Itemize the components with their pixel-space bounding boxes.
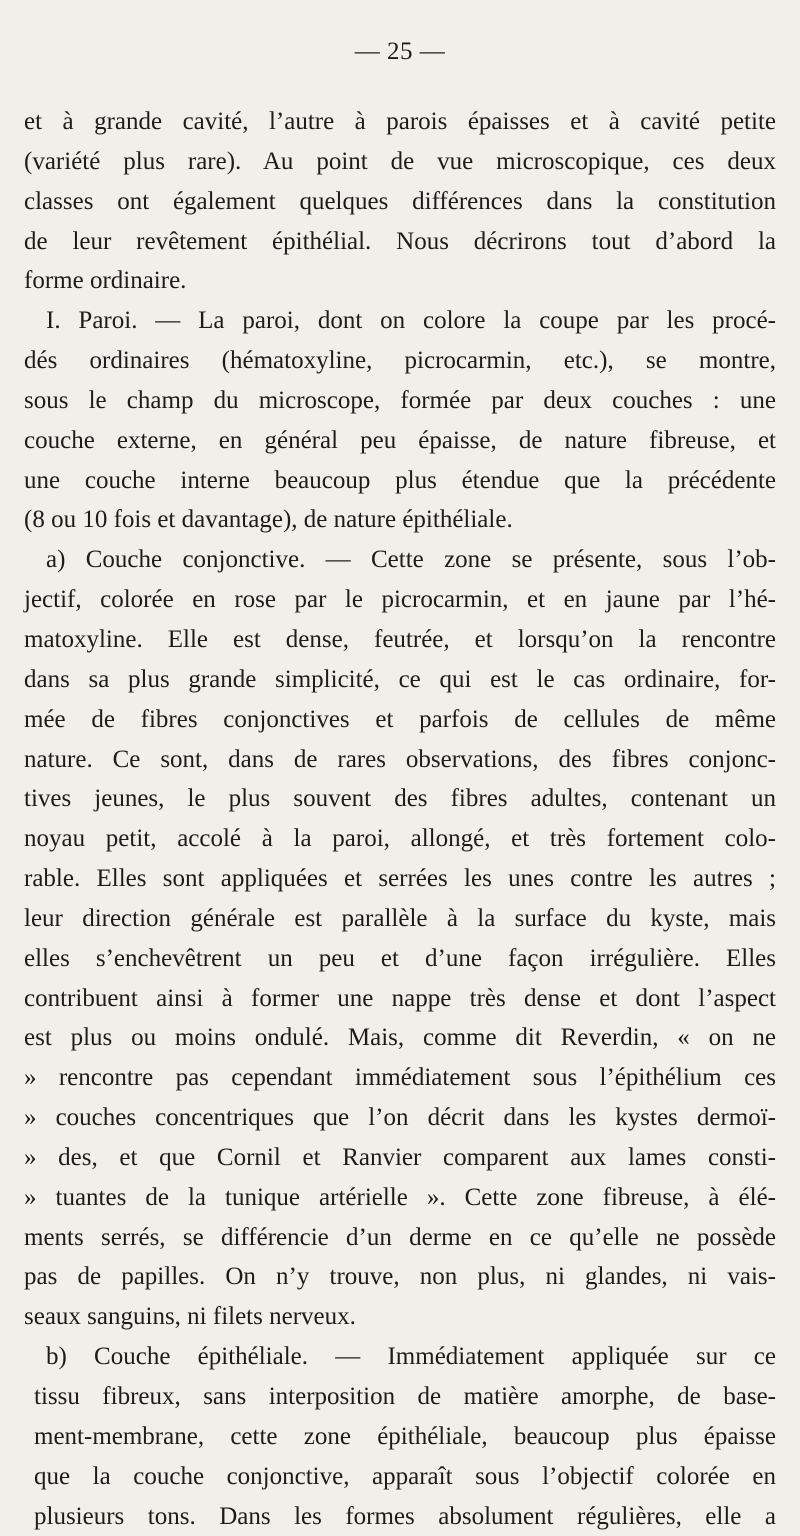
text-line: que la couche conjonctive, apparaît sous l’objectif colorée en [34, 1462, 776, 1490]
text-line: seaux sanguins, ni filets nerveux. [24, 1303, 356, 1331]
text-line: matoxyline. Elle est dense, feutrée, et lorsqu’on la rencontre [24, 625, 776, 653]
text-line: ment-membrane, cette zone épithéliale, beaucoup plus épaisse [34, 1422, 776, 1450]
text-line: couche externe, en général peu épaisse, de nature fibreuse, et [24, 426, 776, 454]
text-line: b) Couche épithéliale. — Immédiatement appliquée sur ce [46, 1343, 776, 1371]
text-line: une couche interne beaucoup plus étendue que la précédente [24, 466, 776, 494]
text-line: dés ordinaires (hématoxyline, picrocarmin, etc.), se montre, [24, 347, 776, 375]
text-line: (variété plus rare). Au point de vue microscopique, ces deux [24, 147, 776, 175]
text-line: mée de fibres conjonctives et parfois de cellules de même [24, 705, 776, 733]
text-line: tives jeunes, le plus souvent des fibres adultes, contenant un [24, 785, 776, 813]
text-line: tissu fibreux, sans interposition de matière amorphe, de base- [34, 1383, 776, 1410]
text-line: nature. Ce sont, dans de rares observations, des fibres conjonc- [24, 745, 776, 773]
text-line: plusieurs tons. Dans les formes absolument régulières, elle a [34, 1502, 776, 1530]
text-line: » couches concentriques que l’on décrit dans les kystes dermoï- [24, 1104, 776, 1132]
text-line: forme ordinaire. [24, 267, 187, 295]
text-line: rable. Elles sont appliquées et serrées les unes contre les autres ; [24, 865, 776, 893]
text-line: leur direction générale est parallèle à la surface du kyste, mais [24, 904, 776, 932]
text-line: » tuantes de la tunique artérielle ». Cette zone fibreuse, à élé- [24, 1183, 776, 1211]
text-line: » rencontre pas cependant immédiatement sous l’épithélium ces [24, 1064, 776, 1092]
text-line: ments serrés, se différencie d’un derme en ce qu’elle ne possède [24, 1223, 776, 1251]
text-line: jectif, colorée en rose par le picrocarmin, et en jaune par l’hé- [24, 586, 776, 614]
text-line: (8 ou 10 fois et davantage), de nature épithéliale. [24, 506, 513, 534]
text-line: dans sa plus grande simplicité, ce qui est le cas ordinaire, for- [24, 665, 776, 693]
page-number: — 25 — [354, 38, 446, 65]
text-line: sous le champ du microscope, formée par deux couches : une [24, 386, 776, 414]
body-text [24, 102, 776, 1536]
text-line: et à grande cavité, l’autre à parois épaisses et à cavité petite [24, 108, 776, 135]
text-line: classes ont également quelques différences dans la constitution [24, 187, 776, 215]
text-line: est plus ou moins ondulé. Mais, comme dit Reverdin, « on ne [24, 1024, 776, 1052]
text-line: a) Couche conjonctive. — Cette zone se présente, sous l’ob- [46, 546, 776, 574]
text-line: I. Paroi. — La paroi, dont on colore la coupe par les procé- [46, 307, 776, 335]
text-line: de leur revêtement épithélial. Nous décrirons tout d’abord la [24, 227, 776, 255]
text-line: pas de papilles. On n’y trouve, non plus, ni glandes, ni vais- [24, 1263, 776, 1291]
text-line: noyau petit, accolé à la paroi, allongé, et très fortement colo- [24, 825, 776, 853]
text-line: » des, et que Cornil et Ranvier comparent aux lames consti- [24, 1143, 776, 1171]
text-line: elles s’enchevêtrent un peu et d’une façon irrégulière. Elles [24, 944, 776, 972]
text-line: contribuent ainsi à former une nappe très dense et dont l’aspect [24, 984, 776, 1012]
